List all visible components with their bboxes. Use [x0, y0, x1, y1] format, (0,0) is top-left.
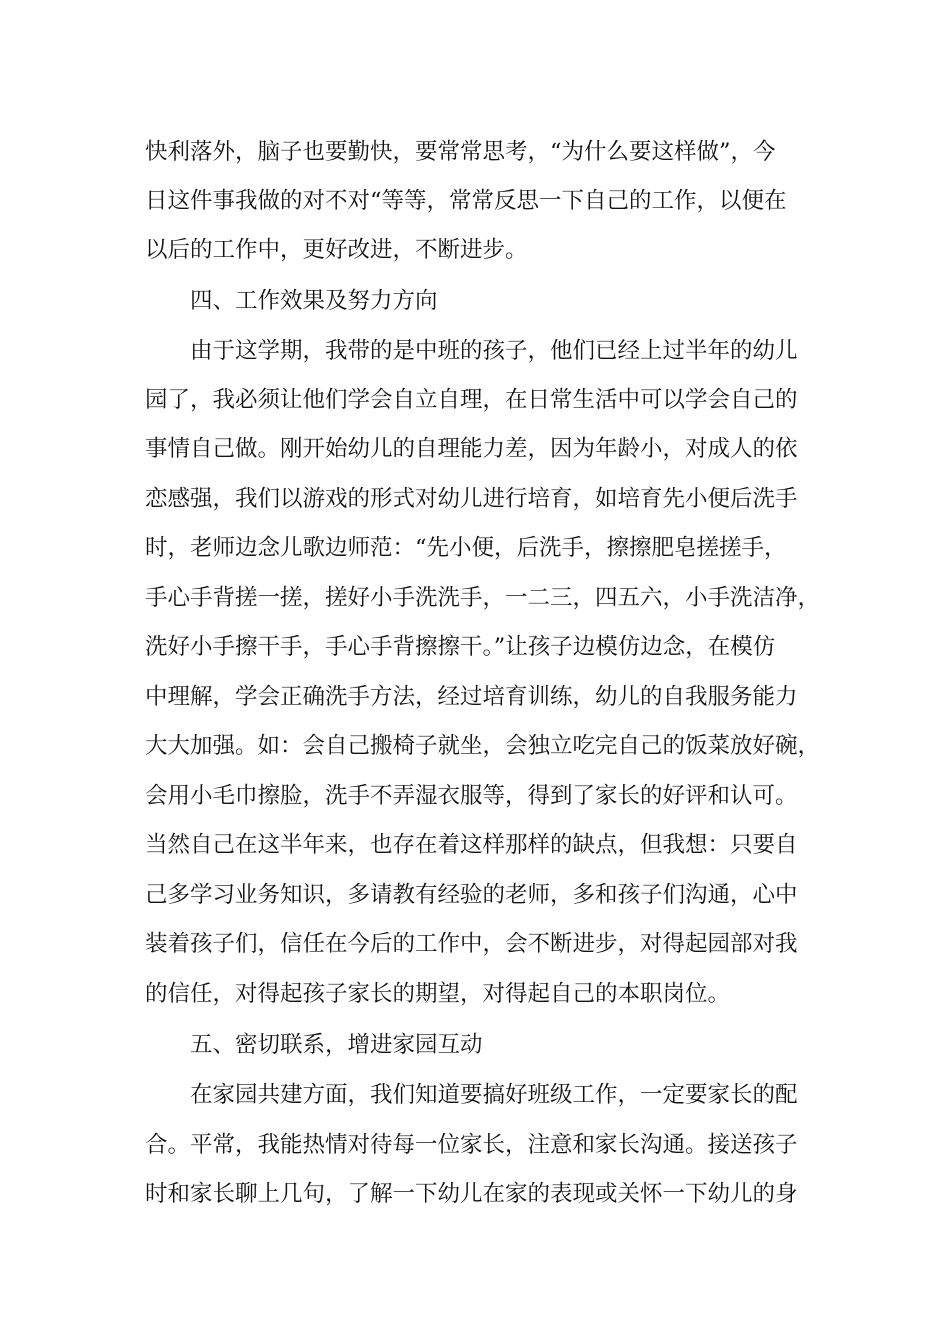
- text-line: 事情自己做。刚开始幼儿的自理能力差，因为年龄小，对成人的依: [145, 436, 798, 462]
- text-line: 时，老师边念儿歌边师范：“先小便，后洗手，擦擦肥皂搓搓手，: [145, 535, 787, 561]
- text-line: 园了，我必须让他们学会自立自理，在日常生活中可以学会自己的: [145, 387, 798, 413]
- text-line: 会用小毛巾擦脸，洗手不弄湿衣服等，得到了家长的好评和认可。: [145, 783, 798, 809]
- text-line: 装着孩子们，信任在今后的工作中，会不断进步，对得起园部对我: [145, 931, 798, 957]
- text-line: 己多学习业务知识，多请教有经验的老师，多和孩子们沟通，心中: [145, 882, 798, 908]
- text-line: 以后的工作中，更好改进，不断进步。: [145, 237, 528, 263]
- text-line: 时和家长聊上几句，了解一下幼儿在家的表现或关怀一下幼儿的身: [145, 1181, 798, 1207]
- text-line: 由于这学期，我带的是中班的孩子，他们已经上过半年的幼儿: [190, 338, 798, 364]
- text-line: 快利落外，脑子也要勤快，要常常思考，“为什么要这样做”，今: [145, 139, 776, 165]
- text-line: 恋感强，我们以游戏的形式对幼儿进行培育，如培育先小便后洗手: [145, 486, 798, 512]
- text-line: 的信任，对得起孩子家长的期望，对得起自己的本职岗位。: [145, 981, 731, 1007]
- text-line: 手心手背搓一搓，搓好小手洗洗手，一二三，四五六，小手洗洁净，: [145, 585, 821, 611]
- text-line: 当然自己在这半年来，也存在着这样那样的缺点，但我想：只要自: [145, 832, 798, 858]
- section-heading: 四、工作效果及努力方向: [190, 288, 438, 314]
- text-line: 在家园共建方面，我们知道要搞好班级工作，一定要家长的配: [190, 1082, 798, 1108]
- section-heading: 五、密切联系，增进家园互动: [190, 1032, 483, 1058]
- text-line: 中理解，学会正确洗手方法，经过培育训练，幼儿的自我服务能力: [145, 684, 798, 710]
- text-line: 大大加强。如：会自己搬椅子就坐，会独立吃完自己的饭菜放好碗，: [145, 733, 821, 759]
- text-line: 合。平常，我能热情对待每一位家长，注意和家长沟通。接送孩子: [145, 1132, 798, 1158]
- text-line: 洗好小手擦干手，手心手背擦擦干。”让孩子边模仿边念，在模仿: [145, 634, 776, 660]
- text-line: 日这件事我做的对不对“等等，常常反思一下自己的工作，以便在: [145, 188, 787, 214]
